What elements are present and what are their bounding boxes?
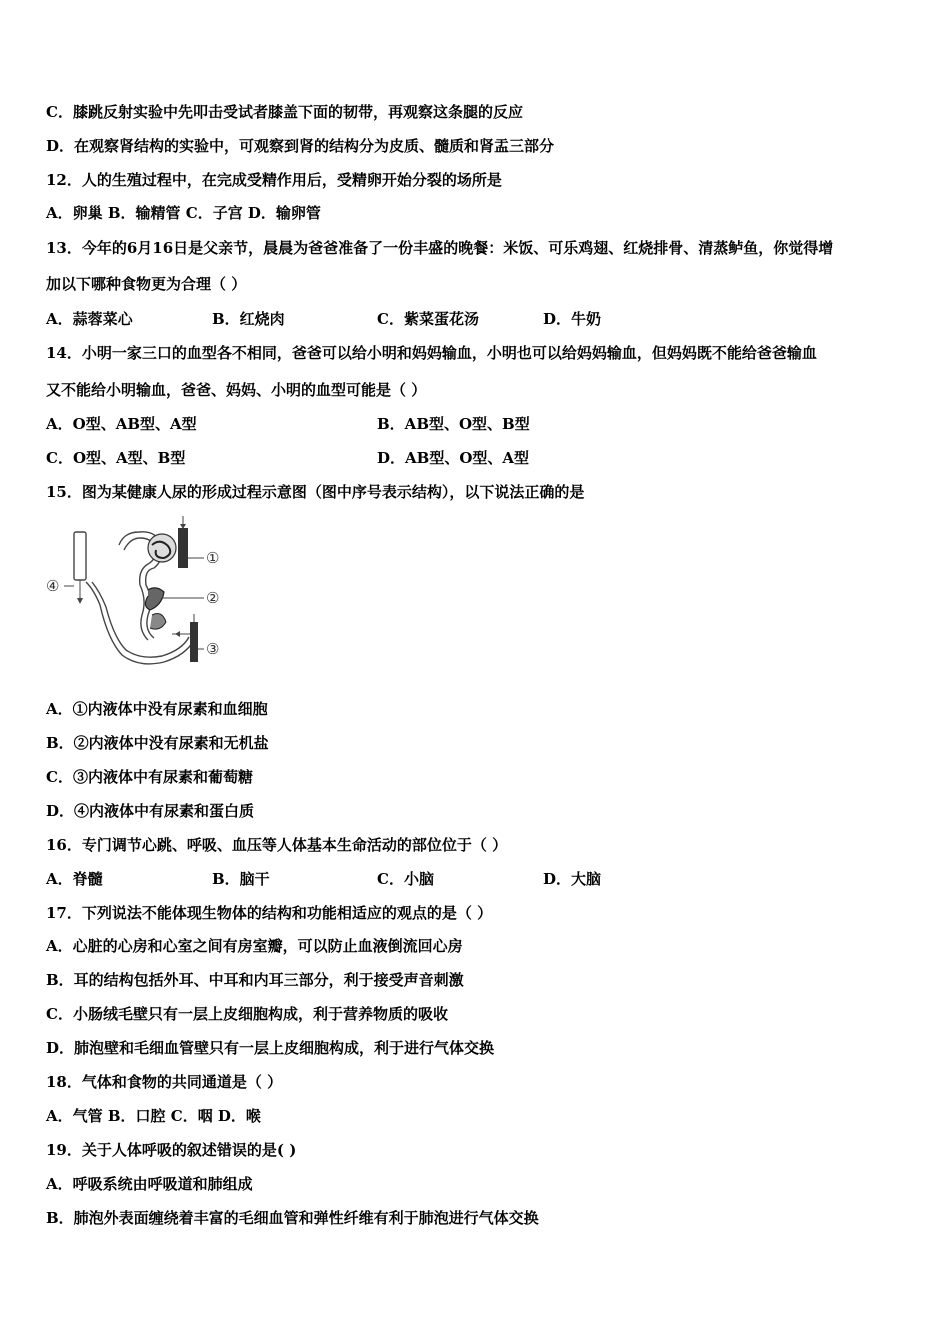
q14-option-c: C．O型、A型、B型 bbox=[46, 449, 186, 467]
q16-option-a: A．脊髓 bbox=[46, 870, 103, 888]
question-13-line2: 加以下哪种食物更为合理（ ） bbox=[46, 275, 247, 293]
q15-option-a: A．①内液体中没有尿素和血细胞 bbox=[46, 700, 268, 718]
q14-option-b: B．AB型、O型、B型 bbox=[377, 415, 530, 433]
option-c-knee-reflex: C．膝跳反射实验中先叩击受试者膝盖下面的韧带，再观察这条腿的反应 bbox=[46, 103, 523, 121]
diagram-label-3: ③ bbox=[206, 640, 220, 658]
q16-option-d: D．大脑 bbox=[543, 870, 602, 888]
q17-option-c: C．小肠绒毛壁只有一层上皮细胞构成，利于营养物质的吸收 bbox=[46, 1005, 448, 1023]
question-12-options: A．卵巢 B．输精管 C．子宫 D．输卵管 bbox=[46, 204, 321, 222]
q13-option-d: D．牛奶 bbox=[543, 310, 602, 328]
q16-option-c: C．小脑 bbox=[377, 870, 434, 888]
question-13-line1: 13．今年的6月16日是父亲节，晨晨为爸爸准备了一份丰盛的晚餐：米饭、可乐鸡翅、红烧排骨、清蒸鲈鱼，你觉得增 bbox=[46, 239, 834, 257]
question-12: 12．人的生殖过程中，在完成受精作用后，受精卵开始分裂的场所是 bbox=[46, 171, 502, 189]
question-14-line2: 又不能给小明输血，爸爸、妈妈、小明的血型可能是（ ） bbox=[46, 381, 427, 399]
option-d-kidney-structure: D．在观察肾结构的实验中，可观察到肾的结构分为皮质、髓质和肾盂三部分 bbox=[46, 137, 555, 155]
q19-option-b: B．肺泡外表面缠绕着丰富的毛细血管和弹性纤维有利于肺泡进行气体交换 bbox=[46, 1209, 539, 1227]
q15-option-c: C．③内液体中有尿素和葡萄糖 bbox=[46, 768, 253, 786]
q19-option-a: A．呼吸系统由呼吸道和肺组成 bbox=[46, 1175, 253, 1193]
q14-option-a: A．O型、AB型、A型 bbox=[46, 415, 197, 433]
collecting-duct-tube bbox=[74, 532, 86, 580]
question-18-options: A．气管 B．口腔 C．咽 D．喉 bbox=[46, 1107, 261, 1125]
q15-option-b: B．②内液体中没有尿素和无机盐 bbox=[46, 734, 269, 752]
renal-artery-icon bbox=[178, 528, 188, 568]
q17-option-a: A．心脏的心房和心室之间有房室瓣，可以防止血液倒流回心房 bbox=[46, 937, 463, 955]
question-14-line1: 14．小明一家三口的血型各不相同，爸爸可以给小明和妈妈输血，小明也可以给妈妈输血，但妈妈既不能给爸爸输血 bbox=[46, 344, 817, 362]
q17-option-d: D．肺泡壁和毛细血管壁只有一层上皮细胞构成，利于进行气体交换 bbox=[46, 1039, 495, 1057]
q13-option-c: C．紫菜蛋花汤 bbox=[377, 310, 479, 328]
loop-path-outer bbox=[86, 582, 194, 664]
diagram-label-2: ② bbox=[206, 589, 220, 607]
nephron-diagram bbox=[44, 510, 244, 675]
q13-option-a: A．蒜蓉菜心 bbox=[46, 310, 133, 328]
question-15: 15．图为某健康人尿的形成过程示意图（图中序号表示结构），以下说法正确的是 bbox=[46, 483, 585, 501]
q16-option-b: B．脑干 bbox=[212, 870, 270, 888]
q14-option-d: D．AB型、O型、A型 bbox=[377, 449, 530, 467]
diagram-label-1: ① bbox=[206, 549, 220, 567]
q13-option-b: B．红烧肉 bbox=[212, 310, 285, 328]
question-18: 18．气体和食物的共同通道是（ ） bbox=[46, 1073, 283, 1091]
diagram-label-4: ④ bbox=[46, 577, 60, 595]
q15-option-d: D．④内液体中有尿素和蛋白质 bbox=[46, 802, 255, 820]
question-19: 19．关于人体呼吸的叙述错误的是( ) bbox=[46, 1141, 297, 1159]
q17-option-b: B．耳的结构包括外耳、中耳和内耳三部分，利于接受声音刺激 bbox=[46, 971, 464, 989]
renal-vein-icon bbox=[190, 622, 198, 662]
question-17: 17．下列说法不能体现生物体的结构和功能相适应的观点的是（ ） bbox=[46, 904, 493, 922]
question-16: 16．专门调节心跳、呼吸、血压等人体基本生命活动的部位位于（ ） bbox=[46, 836, 508, 854]
